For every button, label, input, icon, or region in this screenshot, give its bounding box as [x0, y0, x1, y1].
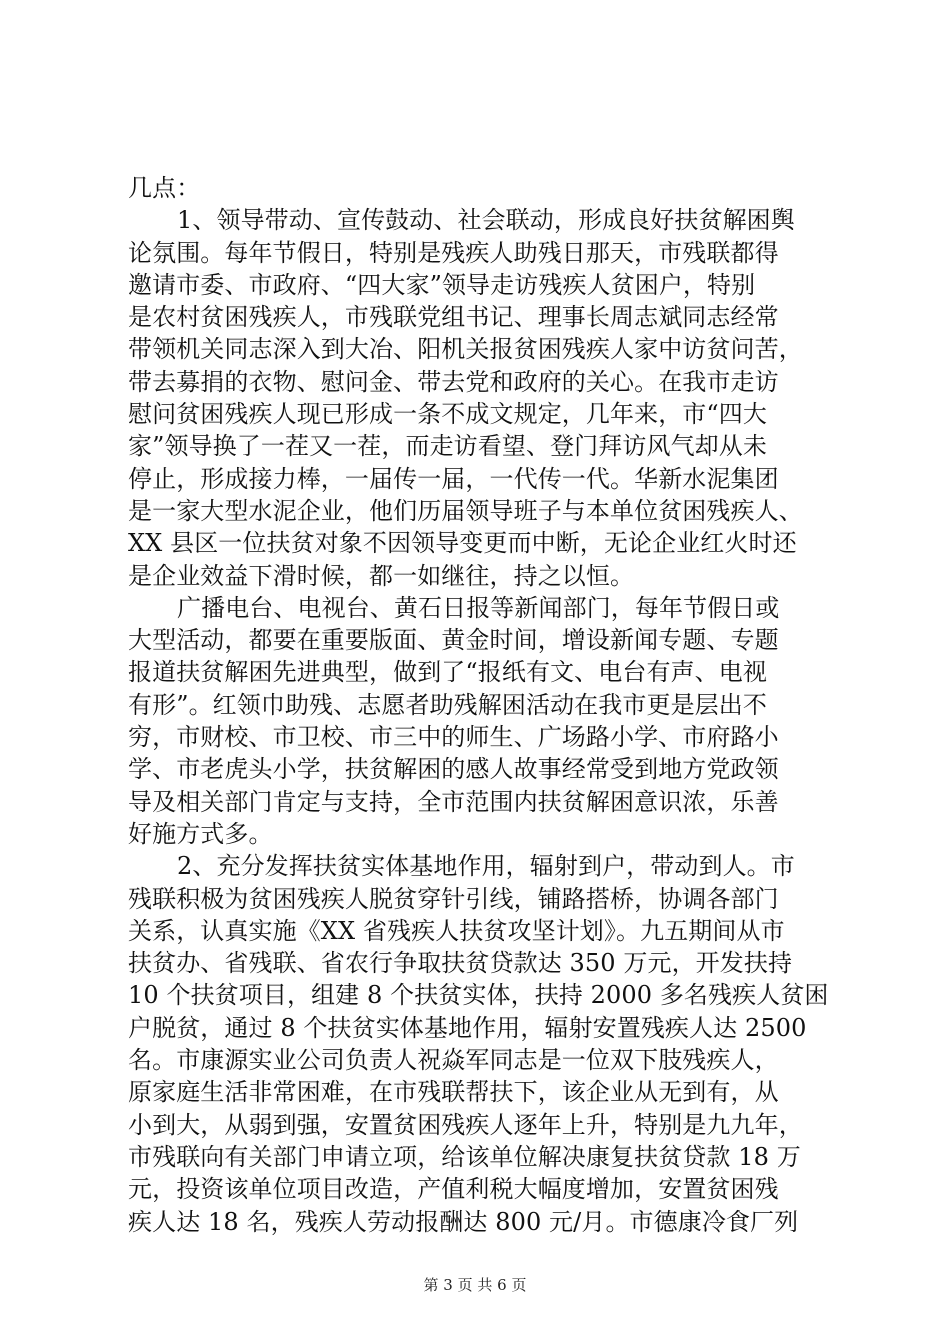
text-line: 关系，认真实施《XX 省残疾人扶贫攻坚计划》。九五期间从市 — [128, 916, 785, 945]
text-line: 停止，形成接力棒，一届传一届，一代传一代。华新水泥集团 — [128, 464, 779, 493]
text-line: 穷，市财校、市卫校、市三中的师生、广场路小学、市府路小 — [128, 723, 779, 752]
paragraph-start-line: 1、领导带动、宣传鼓动、社会联动，形成良好扶贫解困舆 — [177, 206, 795, 235]
text-line: 市残联向有关部门申请立项，给该单位解决康复扶贫贷款 18 万 — [128, 1142, 801, 1171]
text-line: 大型活动，都要在重要版面、黄金时间，增设新闻专题、专题 — [128, 626, 779, 655]
text-line: 报道扶贫解困先进典型，做到了“报纸有文、电台有声、电视 — [128, 658, 767, 687]
text-line: 元，投资该单位项目改造，产值利税大幅度增加，安置贫困残 — [128, 1175, 779, 1204]
text-line: 名。市康源实业公司负责人祝焱军同志是一位双下肢残疾人， — [128, 1046, 779, 1075]
paragraph-start-line: 广播电台、电视台、黄石日报等新闻部门，每年节假日或 — [177, 593, 780, 622]
text-line: 残联积极为贫困残疾人脱贫穿针引线，铺路搭桥，协调各部门 — [128, 884, 779, 913]
text-line: 导及相关部门肯定与支持，全市范围内扶贫解困意识浓，乐善 — [128, 787, 779, 816]
page-number-footer: 第 3 页 共 6 页 — [423, 1276, 527, 1294]
text-line: 好施方式多。 — [128, 819, 273, 848]
text-line: 几点： — [128, 174, 201, 202]
text-line: 是一家大型水泥企业，他们历届领导班子与本单位贫困残疾人、 — [128, 496, 803, 525]
text-line: 是企业效益下滑时候，都一如继往，持之以恒。 — [128, 561, 635, 590]
text-line: 小到大，从弱到强，安置贫困残疾人逐年上升，特别是九九年， — [128, 1110, 803, 1139]
text-line: 邀请市委、市政府、“四大家”领导走访残疾人贫困户，特别 — [128, 270, 756, 299]
text-line: 原家庭生活非常困难，在市残联帮扶下，该企业从无到有，从 — [128, 1078, 779, 1107]
text-line: 户脱贫，通过 8 个扶贫实体基地作用，辐射安置残疾人达 2500 — [128, 1013, 807, 1042]
document-body — [128, 172, 828, 1238]
text-line: XX 县区一位扶贫对象不因领导变更而中断，无论企业红火时还 — [128, 529, 797, 558]
text-line: 疾人达 18 名，残疾人劳动报酬达 800 元/月。市德康冷食厂列 — [128, 1207, 799, 1236]
text-line: 慰问贫困残疾人现已形成一条不成文规定，几年来，市“四大 — [128, 400, 767, 429]
text-line: 论氛围。每年节假日，特别是残疾人助残日那天，市残联都得 — [128, 238, 779, 267]
text-line: 扶贫办、省残联、省农行争取扶贫贷款达 350 万元，开发扶持 — [128, 949, 793, 978]
text-line: 10 个扶贫项目，组建 8 个扶贫实体，扶持 2000 多名残疾人贫困 — [128, 981, 829, 1010]
text-line: 学、市老虎头小学，扶贫解困的感人故事经常受到地方党政领 — [128, 755, 779, 784]
text-line: 是农村贫困残疾人，市残联党组书记、理事长周志斌同志经常 — [128, 303, 779, 332]
text-line: 家”领导换了一茬又一茬，而走访看望、登门拜访风气却从未 — [128, 432, 767, 461]
paragraph-start-line: 2、充分发挥扶贫实体基地作用，辐射到户，带动到人。市 — [177, 852, 795, 881]
text-line: 带领机关同志深入到大冶、阳机关报贫困残疾人家中访贫问苦， — [128, 335, 803, 364]
text-line: 带去募捐的衣物、慰问金、带去党和政府的关心。在我市走访 — [128, 367, 779, 396]
text-line: 有形”。红领巾助残、志愿者助残解困活动在我市更是层出不 — [128, 690, 767, 719]
